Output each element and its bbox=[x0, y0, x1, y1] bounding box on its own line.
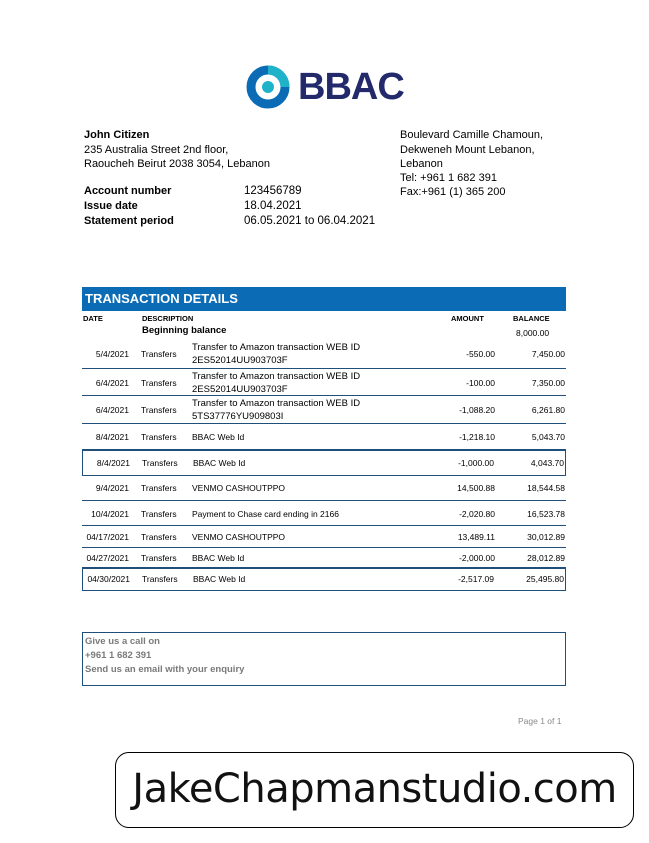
row-date: 10/4/2021 bbox=[91, 509, 129, 519]
beginning-balance-value: 8,000.00 bbox=[516, 328, 550, 338]
row-amount: -1,088.20 bbox=[459, 405, 495, 415]
logo-text: BBAC bbox=[298, 66, 404, 108]
row-type: Transfers bbox=[141, 349, 177, 359]
table-row bbox=[82, 450, 566, 476]
row-balance: 4,043.70 bbox=[530, 458, 564, 468]
statement-period-label: Statement period bbox=[84, 215, 174, 227]
column-header-date: DATE bbox=[83, 314, 103, 323]
row-date: 04/30/2021 bbox=[87, 574, 130, 584]
issue-date-value: 18.04.2021 bbox=[244, 200, 302, 212]
row-date: 9/4/2021 bbox=[95, 483, 129, 493]
statement-period-value: 06.05.2021 to 06.04.2021 bbox=[244, 215, 376, 227]
row-type: Transfers bbox=[141, 432, 177, 442]
row-date: 6/4/2021 bbox=[95, 378, 129, 388]
table-row bbox=[82, 424, 566, 450]
row-description-line2: 2ES52014UU903703F bbox=[192, 384, 288, 395]
table-row bbox=[82, 476, 566, 501]
row-amount: -2,000.00 bbox=[459, 553, 495, 563]
bank-fax: Fax:+961 (1) 365 200 bbox=[400, 186, 506, 198]
row-amount: -550.00 bbox=[466, 349, 495, 359]
contact-box bbox=[82, 632, 566, 686]
row-date: 8/4/2021 bbox=[96, 458, 130, 468]
row-description-line1: Transfer to Amazon transaction WEB ID bbox=[192, 342, 361, 353]
table-row bbox=[82, 548, 566, 568]
issue-date-label: Issue date bbox=[84, 200, 138, 212]
row-amount: -100.00 bbox=[466, 378, 495, 388]
row-description: Payment to Chase card ending in 2166 bbox=[192, 509, 339, 519]
customer-address-line1: 235 Australia Street 2nd floor, bbox=[84, 144, 229, 156]
row-type: Transfers bbox=[141, 378, 177, 388]
row-description: VENMO CASHOUTPPO bbox=[192, 532, 286, 542]
bank-address-line: Dekweneh Mount Lebanon, bbox=[400, 144, 535, 156]
row-description: BBAC Web Id bbox=[193, 458, 246, 468]
row-type: Transfers bbox=[142, 458, 178, 468]
row-description-line1: Transfer to Amazon transaction WEB ID bbox=[192, 371, 361, 382]
beginning-balance-label: Beginning balance bbox=[142, 325, 227, 336]
bank-address-line: Boulevard Camille Chamoun, bbox=[400, 129, 544, 141]
row-balance: 7,350.00 bbox=[531, 378, 565, 388]
customer-name: John Citizen bbox=[84, 129, 150, 141]
row-balance: 28,012.89 bbox=[527, 553, 565, 563]
row-balance: 18,544.58 bbox=[527, 483, 565, 493]
row-amount: -1,000.00 bbox=[458, 458, 494, 468]
page-number: Page 1 of 1 bbox=[518, 716, 562, 726]
table-row bbox=[82, 501, 566, 526]
column-header-description: DESCRIPTION bbox=[142, 314, 194, 323]
table-row bbox=[82, 340, 566, 369]
row-description: BBAC Web Id bbox=[193, 574, 246, 584]
row-date: 6/4/2021 bbox=[95, 405, 129, 415]
row-description: BBAC Web Id bbox=[192, 432, 245, 442]
account-number-value: 123456789 bbox=[244, 185, 302, 197]
row-date: 04/17/2021 bbox=[86, 532, 129, 542]
row-description bbox=[192, 341, 442, 367]
row-balance: 30,012.89 bbox=[527, 532, 565, 542]
table-row bbox=[82, 396, 566, 424]
contact-email-label: Send us an email with your enquiry bbox=[85, 664, 245, 675]
row-date: 5/4/2021 bbox=[95, 349, 129, 359]
column-header-amount: AMOUNT bbox=[451, 314, 484, 323]
row-type: Transfers bbox=[141, 509, 177, 519]
row-amount: -1,218.10 bbox=[459, 432, 495, 442]
row-date: 04/27/2021 bbox=[86, 553, 129, 563]
row-description: BBAC Web Id bbox=[192, 553, 245, 563]
row-description bbox=[192, 397, 442, 423]
row-amount: -2,517.09 bbox=[458, 574, 494, 584]
row-type: Transfers bbox=[141, 553, 177, 563]
watermark-banner: JakeChapmanstudio.com bbox=[115, 752, 634, 828]
table-row bbox=[82, 526, 566, 548]
table-row bbox=[82, 369, 566, 396]
contact-phone: +961 1 682 391 bbox=[85, 650, 152, 661]
row-description bbox=[192, 370, 442, 396]
customer-address-line2: Raoucheh Beirut 2038 3054, Lebanon bbox=[84, 158, 270, 170]
contact-call-label: Give us a call on bbox=[85, 636, 160, 647]
bbac-logo-icon bbox=[246, 65, 290, 109]
row-balance: 5,043.70 bbox=[531, 432, 565, 442]
table-row bbox=[82, 568, 566, 591]
row-description-line2: 2ES52014UU903703F bbox=[192, 355, 288, 366]
row-amount: 14,500.88 bbox=[457, 483, 495, 493]
bank-address-line: Lebanon bbox=[400, 158, 443, 170]
row-description: VENMO CASHOUTPPO bbox=[192, 483, 286, 493]
row-amount: -2,020.80 bbox=[459, 509, 495, 519]
row-type: Transfers bbox=[141, 483, 177, 493]
row-type: Transfers bbox=[141, 532, 177, 542]
row-balance: 7,450.00 bbox=[531, 349, 565, 359]
transaction-details-title: TRANSACTION DETAILS bbox=[82, 287, 566, 311]
bbac-logo bbox=[246, 64, 404, 110]
row-amount: 13,489.11 bbox=[457, 532, 495, 542]
bank-phone: Tel: +961 1 682 391 bbox=[400, 172, 497, 184]
row-type: Transfers bbox=[141, 405, 177, 415]
row-description-line2: 5TS37776YU909803I bbox=[192, 411, 284, 422]
row-balance: 6,261.80 bbox=[531, 405, 565, 415]
account-number-label: Account number bbox=[84, 185, 172, 197]
row-balance: 16,523.78 bbox=[527, 509, 565, 519]
row-type: Transfers bbox=[142, 574, 178, 584]
row-date: 8/4/2021 bbox=[95, 432, 129, 442]
column-header-balance: BALANCE bbox=[513, 314, 550, 323]
row-description-line1: Transfer to Amazon transaction WEB ID bbox=[192, 398, 361, 409]
row-balance: 25,495.80 bbox=[526, 574, 564, 584]
